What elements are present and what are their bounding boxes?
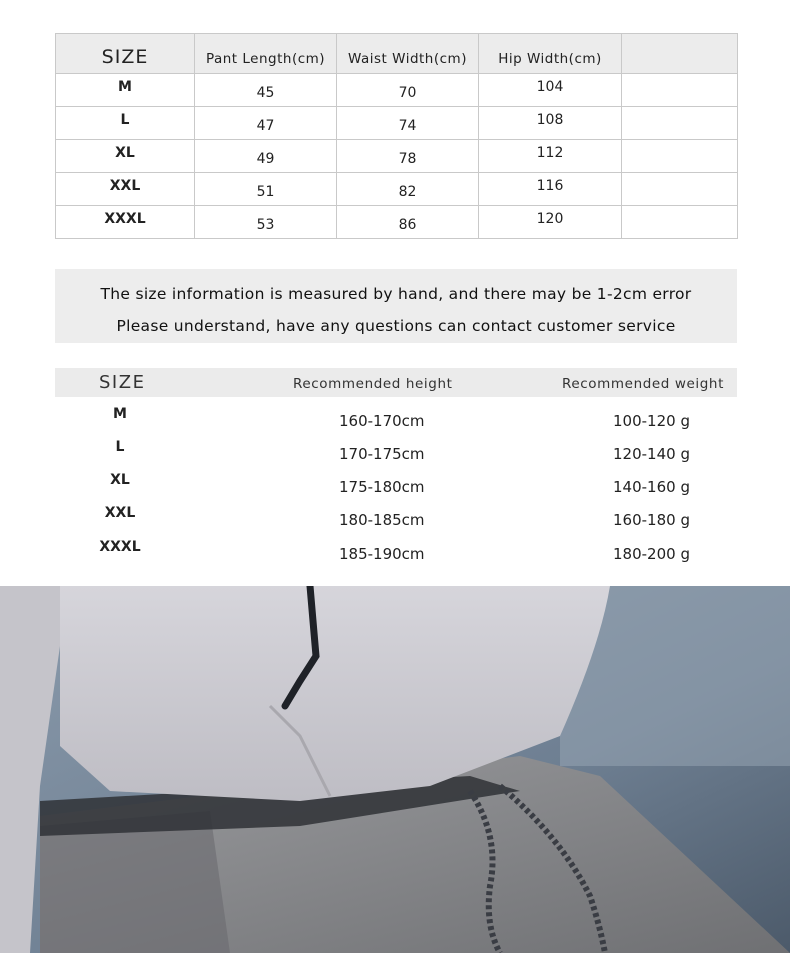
empty-cell [622, 140, 738, 173]
product-photo-illustration [0, 586, 790, 953]
size-cell: XL [56, 140, 195, 173]
waist-width-cell: 78 [337, 140, 479, 173]
header-pant-length: Pant Length(cm) [195, 34, 337, 74]
size-chart-header-row [56, 34, 738, 74]
table-row [56, 107, 738, 140]
recommendation-row [55, 505, 737, 535]
recommendation-row [55, 472, 737, 502]
rec-weight: 180-200 g [613, 545, 690, 563]
rec-header-size: SIZE [99, 372, 146, 393]
size-cell: L [56, 107, 195, 140]
rec-weight: 120-140 g [613, 445, 690, 463]
rec-weight: 100-120 g [613, 412, 690, 430]
hip-width-cell: 108 [479, 107, 622, 140]
rec-size: M [113, 406, 127, 422]
waist-width-cell: 74 [337, 107, 479, 140]
recommendation-row [55, 439, 737, 469]
rec-weight: 140-160 g [613, 478, 690, 496]
empty-cell [622, 107, 738, 140]
hip-width-cell: 104 [479, 74, 622, 107]
rec-height: 180-185cm [339, 511, 425, 529]
size-chart-table [55, 33, 738, 239]
empty-cell [622, 74, 738, 107]
recommendation-header [55, 368, 737, 397]
waist-width-cell: 70 [337, 74, 479, 107]
rec-header-height: Recommended height [293, 376, 453, 392]
notice-line-contact: Please understand, have any questions can contact customer service [116, 317, 676, 335]
header-size: SIZE [56, 34, 195, 74]
size-cell: XXL [56, 173, 195, 206]
rec-size: XXXL [99, 539, 141, 555]
header-empty [622, 34, 738, 74]
pant-length-cell: 51 [195, 173, 337, 206]
measurement-notice [55, 269, 737, 343]
rec-height: 160-170cm [339, 412, 425, 430]
rec-height: 185-190cm [339, 545, 425, 563]
rec-size: L [115, 439, 125, 455]
product-photo [0, 586, 790, 953]
hip-width-cell: 116 [479, 173, 622, 206]
recommendation-row [55, 539, 737, 569]
hip-width-cell: 112 [479, 140, 622, 173]
empty-cell [622, 206, 738, 239]
table-row [56, 140, 738, 173]
pant-length-cell: 45 [195, 74, 337, 107]
rec-size: XXL [104, 505, 136, 521]
rec-header-weight: Recommended weight [562, 376, 724, 392]
hip-width-cell: 120 [479, 206, 622, 239]
rec-height: 175-180cm [339, 478, 425, 496]
table-row [56, 74, 738, 107]
pant-length-cell: 53 [195, 206, 337, 239]
size-cell: M [56, 74, 195, 107]
pant-length-cell: 49 [195, 140, 337, 173]
size-cell: XXXL [56, 206, 195, 239]
waist-width-cell: 82 [337, 173, 479, 206]
empty-cell [622, 173, 738, 206]
notice-line-measurement: The size information is measured by hand, and there may be 1-2cm error [100, 285, 692, 303]
header-waist-width: Waist Width(cm) [337, 34, 479, 74]
recommendation-row [55, 406, 737, 436]
rec-weight: 160-180 g [613, 511, 690, 529]
header-hip-width: Hip Width(cm) [479, 34, 622, 74]
rec-height: 170-175cm [339, 445, 425, 463]
rec-size: XL [110, 472, 130, 488]
pant-length-cell: 47 [195, 107, 337, 140]
table-row [56, 173, 738, 206]
waist-width-cell: 86 [337, 206, 479, 239]
table-row [56, 206, 738, 239]
